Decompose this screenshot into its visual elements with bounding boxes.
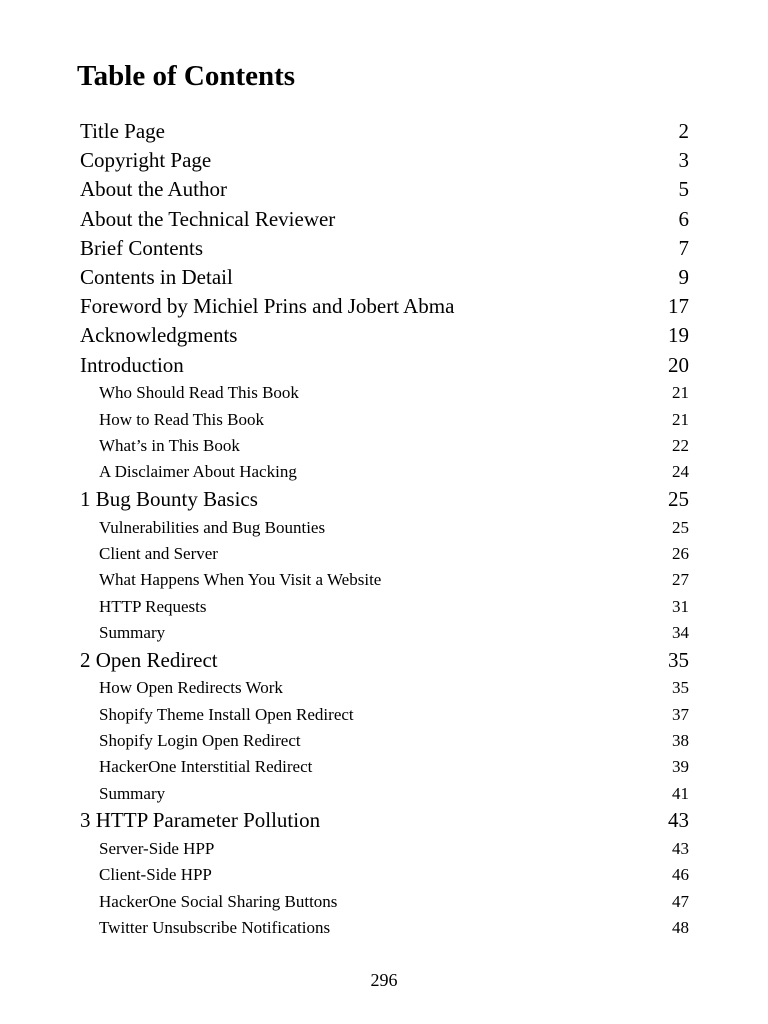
toc-entry-page-number: 43 [668, 808, 689, 833]
toc-entry[interactable] [80, 146, 689, 175]
toc-entry-page-number: 25 [672, 517, 689, 537]
toc-entry[interactable] [80, 701, 689, 727]
toc-entry-page-number: 38 [672, 730, 689, 750]
toc-entry-title: Who Should Read This Book [99, 383, 299, 403]
toc-entry-title: Shopify Theme Install Open Redirect [99, 704, 354, 724]
toc-entry-title: A Disclaimer About Hacking [99, 462, 297, 482]
toc-entry-page-number: 5 [678, 177, 689, 202]
toc-entry-title: Summary [99, 783, 166, 803]
toc-entry-page-number: 9 [678, 265, 689, 290]
footer-page-number: 296 [370, 970, 398, 990]
toc-entry-title: Title Page [80, 119, 165, 144]
toc-entry-page-number: 48 [672, 917, 689, 937]
toc-entry[interactable] [80, 862, 689, 888]
toc-entry[interactable] [80, 321, 689, 350]
toc-list [80, 117, 689, 941]
toc-entry-page-number: 25 [668, 486, 689, 511]
page-title: Table of Contents [77, 60, 296, 92]
toc-entry[interactable] [80, 888, 689, 914]
toc-entry[interactable] [80, 175, 689, 204]
toc-entry-title: Twitter Unsubscribe Notifications [99, 917, 331, 937]
toc-entry-title: Copyright Page [80, 148, 212, 173]
toc-entry[interactable] [80, 205, 689, 234]
toc-entry-page-number: 27 [672, 570, 689, 590]
toc-entry-page-number: 2 [678, 119, 689, 144]
toc-entry-page-number: 22 [672, 435, 689, 455]
toc-entry-page-number: 34 [672, 622, 689, 642]
toc-entry[interactable] [80, 292, 689, 321]
toc-entry-title: Contents in Detail [80, 265, 233, 290]
toc-entry[interactable] [80, 835, 689, 861]
toc-entry[interactable] [80, 567, 689, 593]
toc-entry-title: Server-Side HPP [99, 839, 215, 859]
toc-entry-title: Foreword by Michiel Prins and Jobert Abma [80, 294, 455, 319]
toc-entry-page-number: 43 [672, 839, 689, 859]
toc-entry[interactable] [80, 727, 689, 753]
toc-entry-title: About the Author [80, 177, 227, 202]
toc-entry[interactable] [80, 754, 689, 780]
toc-entry[interactable] [80, 675, 689, 701]
toc-entry[interactable] [80, 351, 689, 380]
toc-entry-title: Summary [99, 622, 166, 642]
toc-entry-page-number: 19 [668, 323, 689, 348]
toc-entry-page-number: 46 [672, 865, 689, 885]
toc-entry-page-number: 21 [672, 383, 689, 403]
toc-entry-title: How Open Redirects Work [99, 678, 283, 698]
toc-entry[interactable] [80, 780, 689, 806]
toc-entry[interactable] [80, 263, 689, 292]
toc-entry-title: HTTP Requests [99, 596, 207, 616]
toc-entry[interactable] [80, 485, 689, 514]
toc-entry-title: Brief Contents [80, 235, 204, 260]
toc-entry[interactable] [80, 459, 689, 485]
toc-entry-title: HackerOne Interstitial Redirect [99, 757, 313, 777]
toc-entry-title: Client-Side HPP [99, 865, 212, 885]
toc-entry-title: 1 Bug Bounty Basics [80, 486, 258, 511]
toc-entry[interactable] [80, 646, 689, 675]
toc-entry-title: Acknowledgments [80, 323, 238, 348]
toc-entry-title: What’s in This Book [99, 435, 240, 455]
toc-entry-page-number: 3 [678, 148, 689, 173]
toc-entry-page-number: 6 [678, 206, 689, 231]
toc-entry[interactable] [80, 593, 689, 619]
toc-entry-title: 2 Open Redirect [80, 647, 218, 672]
toc-entry[interactable] [80, 914, 689, 940]
toc-entry-page-number: 17 [668, 294, 689, 319]
toc-entry[interactable] [80, 234, 689, 263]
toc-entry[interactable] [80, 432, 689, 458]
toc-entry-title: How to Read This Book [99, 409, 264, 429]
toc-entry-page-number: 26 [672, 544, 689, 563]
toc-entry-title: 3 HTTP Parameter Pollution [80, 808, 321, 833]
toc-entry-page-number: 39 [672, 757, 689, 777]
toc-entry[interactable] [80, 406, 689, 432]
toc-entry[interactable] [80, 806, 689, 835]
toc-entry-page-number: 24 [672, 462, 689, 482]
toc-entry-title: About the Technical Reviewer [80, 206, 336, 231]
toc-entry-page-number: 35 [668, 647, 689, 672]
toc-entry-page-number: 21 [672, 409, 689, 429]
toc-entry-page-number: 47 [672, 891, 689, 911]
toc-entry-page-number: 41 [672, 783, 689, 803]
toc-entry-title: Client and Server [99, 544, 218, 563]
toc-entry-title: HackerOne Social Sharing Buttons [99, 891, 338, 911]
toc-entry[interactable] [80, 117, 689, 146]
toc-entry-page-number: 37 [672, 704, 689, 724]
toc-entry[interactable] [80, 619, 689, 645]
toc-entry[interactable] [80, 514, 689, 540]
toc-entry[interactable] [80, 540, 689, 566]
toc-entry-title: Shopify Login Open Redirect [99, 730, 301, 750]
toc-entry-page-number: 35 [672, 678, 689, 698]
toc-entry-page-number: 31 [672, 596, 689, 616]
toc-entry-title: Introduction [80, 352, 184, 377]
toc-entry-page-number: 7 [678, 235, 689, 260]
toc-entry-page-number: 20 [668, 352, 689, 377]
toc-entry-title: What Happens When You Visit a Website [99, 570, 382, 590]
toc-entry-title: Vulnerabilities and Bug Bounties [99, 517, 326, 537]
toc-entry[interactable] [80, 380, 689, 406]
